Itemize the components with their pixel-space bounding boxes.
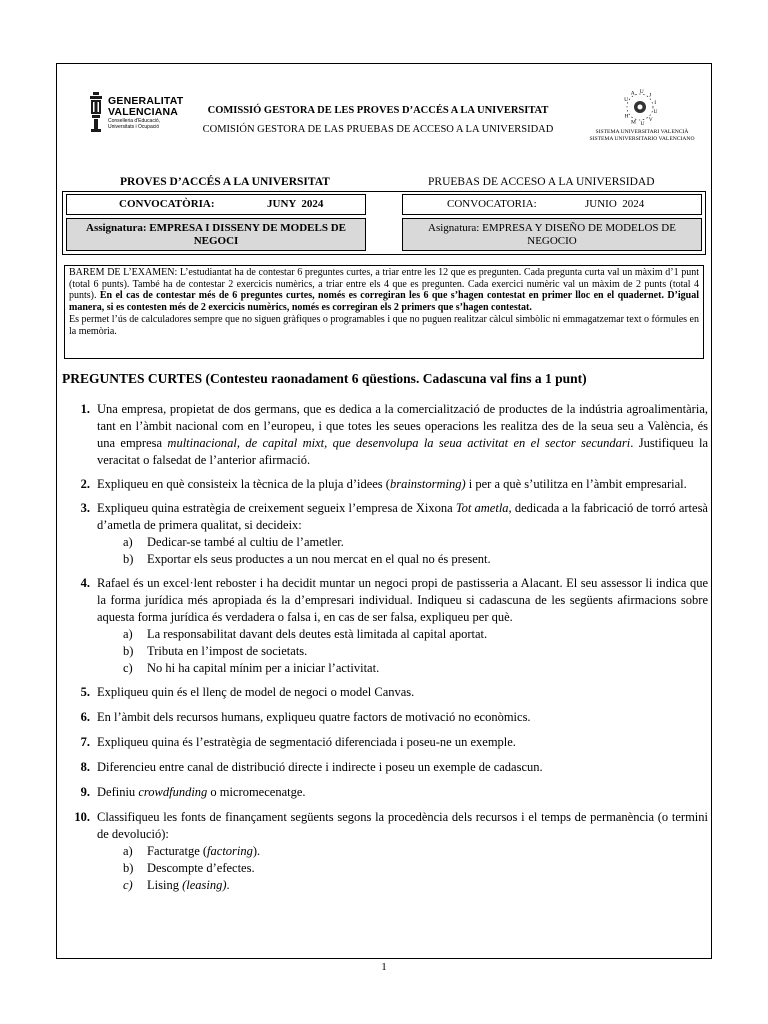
- generalitat-logo: [88, 92, 208, 140]
- question-3-option-b: b) Exportar els seus productes a un nou mercat en el qual no és present.: [123, 552, 491, 566]
- ring-letter: I: [654, 100, 657, 107]
- question-10-option-c: c) Lising (leasing).: [123, 878, 230, 892]
- question-3: 3. Expliqueu quina estratègia de creixement segueix l’empresa de Xixona Tot ametla, dedicada a la fabricació de torró artesà d’ametla de primera qualitat, si decideix: a) Dedicar-se també al cultiu de l’ametler. b) Exportar els seus productes a un nou mercat en el qual no és present.: [80, 501, 708, 566]
- question-10: 10. Classifiqueu les fonts de finançament següents segons la procedència dels recursos i el temps de permanència (o termini de devolució): a) Facturatge (factoring). b) Descompte d’efectes. c) Lising (leasing).: [74, 810, 708, 892]
- section-title: PREGUNTES CURTES (Contesteu raonadament 6 qüestions. Cadascuna val fins a 1 punt): [62, 371, 587, 386]
- ring-letter: U: [639, 89, 644, 96]
- exam-heading-ca: PROVES D’ACCÉS A LA UNIVERSITAT: [120, 176, 330, 188]
- suv-name-es: SISTEMA UNIVERSITARIO VALENCIANO: [589, 136, 695, 142]
- question-9: 9. Definiu crowdfunding o micromecenatge.: [80, 785, 306, 799]
- question-7: 7. Expliqueu quina és l’estratègia de segmentació diferenciada i poseu-ne un exemple.: [80, 735, 516, 749]
- commission-title-es: COMISIÓN GESTORA DE LAS PRUEBAS DE ACCESO A LA UNIVERSIDAD: [202, 124, 554, 135]
- ring-letter: A: [630, 90, 635, 97]
- ring-letter: U: [653, 109, 658, 116]
- question-4: 4. Rafael és un excel·lent reboster i ha decidit muntar un negoci propi de pastisseria a Alacant. El seu assessor li indica que la forma jurídica més apropiada és la d’empresari individual. Indiqueu si cadascuna de les següents afirmacions sobre aquesta forma jurídica és verdadera o falsa i, en cas de ser falsa, expliqueu per què. a) La responsabilitat davant dels deutes està limitada al capital aportat. b) Tributa en l’impost de societats. c) No hi ha capital mínim per a iniciar l’activitat.: [80, 576, 708, 675]
- grading-scheme-box: [64, 265, 704, 359]
- generalitat-emblem-icon: [88, 92, 104, 132]
- subject-text-es: Asignatura: EMPRESA Y DISEÑO DE MODELOS DE NEGOCIO: [428, 222, 676, 247]
- ring-letter: U: [624, 97, 629, 103]
- subject-cell-es: [402, 218, 702, 251]
- ring-letter: H: [624, 113, 629, 120]
- grading-rules: BAREM DE L’EXAMEN: L’estudiantat ha de contestar 6 preguntes curtes, a triar entre les 12 que es pregunten. Cada pregunta curta val un màxim d’1 punt (total 6 punts). També ha de contestar 2 exercicis numèrics, a triar entre els 4 que es pregunten. Cada exercici numèric val un màxim de 2 punts (total 4 punts). En el cas de contestar més de 6 preguntes curtes, només es corregiran les 6 que s’hagen contestat en primer lloc en el quadernet. D’igual manera, si es contesten més de 2 exercicis numèrics, només es corregiran els 2 primers que s’hagen contestat.: [69, 267, 700, 314]
- convocatoria-value-ca: JUNY 2024: [267, 198, 324, 210]
- question-10-option-b: b) Descompte d’efectes.: [123, 861, 255, 875]
- generalitat-name: GENERALITAT VALENCIANA: [108, 95, 184, 118]
- subject-text-ca: Assignatura: EMPRESA I DISSENY DE MODELS DE NEGOCI: [86, 222, 346, 247]
- question-5: 5. Expliqueu quin és el llenç de model de negoci o model Canvas.: [80, 685, 415, 699]
- page-number: 1: [381, 961, 387, 973]
- subject-cell-ca: [66, 218, 366, 251]
- university-ring-icon: [572, 88, 712, 128]
- ring-letter: V: [648, 116, 653, 123]
- question-10-option-a: a) Facturatge (factoring).: [123, 844, 261, 858]
- question-list: [62, 401, 708, 894]
- convocatoria-value-es: JUNIO 2024: [585, 198, 645, 210]
- convocatoria-cell-ca: [66, 194, 366, 215]
- conselleria-name: Conselleria d'Educació, Universitats i Ocupació: [108, 118, 161, 130]
- exam-heading-es: PRUEBAS DE ACCESO A LA UNIVERSIDAD: [428, 176, 655, 188]
- commission-title-ca: COMISSIÓ GESTORA DE LES PROVES D’ACCÉS A LA UNIVERSITAT: [207, 105, 549, 116]
- question-8: 8. Diferencieu entre canal de distribució directe i indirecte i poseu un exemple de cadascun.: [80, 760, 543, 774]
- ring-letter: J: [649, 92, 652, 99]
- question-4-option-c: c) No hi ha capital mínim per a iniciar l’activitat.: [123, 661, 380, 675]
- question-2: 2. Expliqueu en què consisteix la tècnica de la pluja d’idees (brainstorming) i per a què s’utilitza en l’àmbit empresarial.: [80, 477, 687, 491]
- calculator-rules: Es permet l’ús de calculadores sempre que no siguen gràfiques o programables i que no puguen realitzar càlcul simbòlic ni emmagatzemar text o fórmules en la memòria.: [69, 313, 699, 337]
- question-4-option-a: a) La responsabilitat davant dels deutes està limitada al capital aportat.: [123, 627, 488, 641]
- question-1: 1. Una empresa, propietat de dos germans, que es dedica a la comercialització de productes de la indústria agroalimentària, tant en l’àmbit nacional com en l’europeu, i que totes les seues operacions les realitza des de la seua seu a València, és una empresa multinacional, de capital mixt, que desenvolupa la seua activitat en el sector secundari. Justifiqueu la veracitat o falsedat de l’anterior afirmació.: [80, 402, 708, 467]
- convocatoria-label-ca: CONVOCATÒRIA:: [119, 198, 215, 210]
- question-3-option-a: a) Dedicar-se també al cultiu de l’ametler.: [123, 535, 344, 549]
- convocatoria-cell-es: [402, 194, 702, 215]
- convocatoria-label-es: CONVOCATORIA:: [447, 198, 537, 210]
- suv-name-ca: SISTEMA UNIVERSITARI VALENCIÀ: [595, 129, 689, 135]
- question-6: 6. En l’àmbit dels recursos humans, expliqueu quatre factors de motivació no econòmics.: [80, 710, 531, 724]
- ring-letter: U: [640, 120, 645, 127]
- sistema-universitari-logo: [572, 88, 712, 148]
- question-4-option-b: b) Tributa en l’impost de societats.: [123, 644, 308, 658]
- ring-letter: M: [631, 119, 636, 126]
